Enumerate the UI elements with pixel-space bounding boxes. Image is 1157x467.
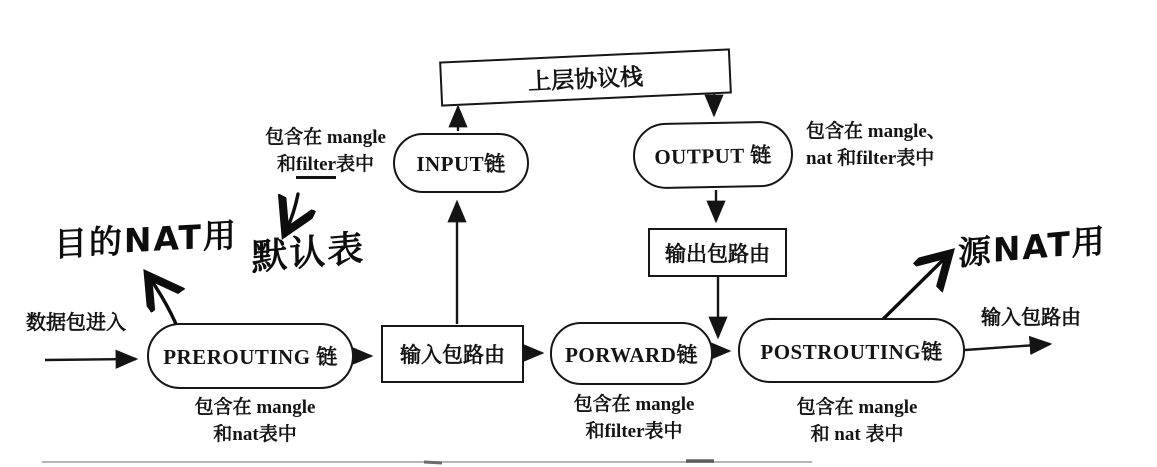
output-tables-note-line2: nat 和filter表中 [806, 148, 935, 169]
output-chain-box [632, 121, 793, 190]
forward-chain-label: PORWARD链 [565, 342, 698, 367]
forward-tables-note-line1: 包含在 mangle [573, 394, 695, 415]
input-tables-note-line1: 包含在 mangle [265, 127, 386, 148]
forward-tables-note [545, 391, 723, 445]
input-route-label: 输入包路由 [400, 343, 505, 367]
output-chain-label: OUTPUT 链 [654, 142, 772, 170]
prerouting-tables-note-line2: 和nat表中 [213, 424, 297, 445]
output-route-box [648, 228, 787, 277]
upper-protocol-stack-box [439, 48, 732, 106]
arrow-postrouting-out [965, 344, 1050, 350]
postrouting-tables-note-line2: 和 nat 表中 [810, 424, 904, 445]
handwritten-default-table-note: 默认表 [251, 227, 366, 279]
postrouting-tables-note-line1: 包含在 mangle [796, 397, 918, 418]
handwritten-snat-note: 源NAT用 [958, 220, 1107, 273]
input-tables-note [218, 124, 433, 178]
input-tables-note-line2: 和filter表中 [218, 151, 433, 178]
upper-protocol-stack-label: 上层协议栈 [527, 64, 644, 95]
handwritten-dnat-note: 目的NAT用 [54, 215, 238, 264]
prerouting-chain-box [147, 323, 354, 389]
output-tables-note-line1: 包含在 mangle、 [806, 121, 946, 142]
filter-underlined: filter [296, 154, 336, 179]
postrouting-chain-label: POSTROUTING链 [760, 339, 943, 364]
forward-tables-note-line2: 和filter表中 [585, 421, 683, 442]
output-tables-note [806, 118, 1016, 172]
output-route-label: 输出包路由 [665, 241, 770, 266]
prerouting-tables-note [160, 394, 350, 448]
input-route-box [381, 325, 524, 383]
packet-in-label: 数据包进入 [26, 312, 126, 334]
postrouting-tables-note [758, 394, 956, 448]
input-chain-label: INPUT链 [416, 152, 506, 176]
prerouting-chain-label: PREROUTING 链 [163, 345, 338, 369]
prerouting-tables-note-line1: 包含在 mangle [194, 397, 316, 418]
scan-artifact [42, 461, 812, 463]
arrow-packet-in [45, 359, 136, 360]
postrouting-chain-box [738, 318, 965, 383]
route-out-label: 输入包路由 [981, 307, 1081, 329]
forward-chain-box [550, 322, 713, 385]
